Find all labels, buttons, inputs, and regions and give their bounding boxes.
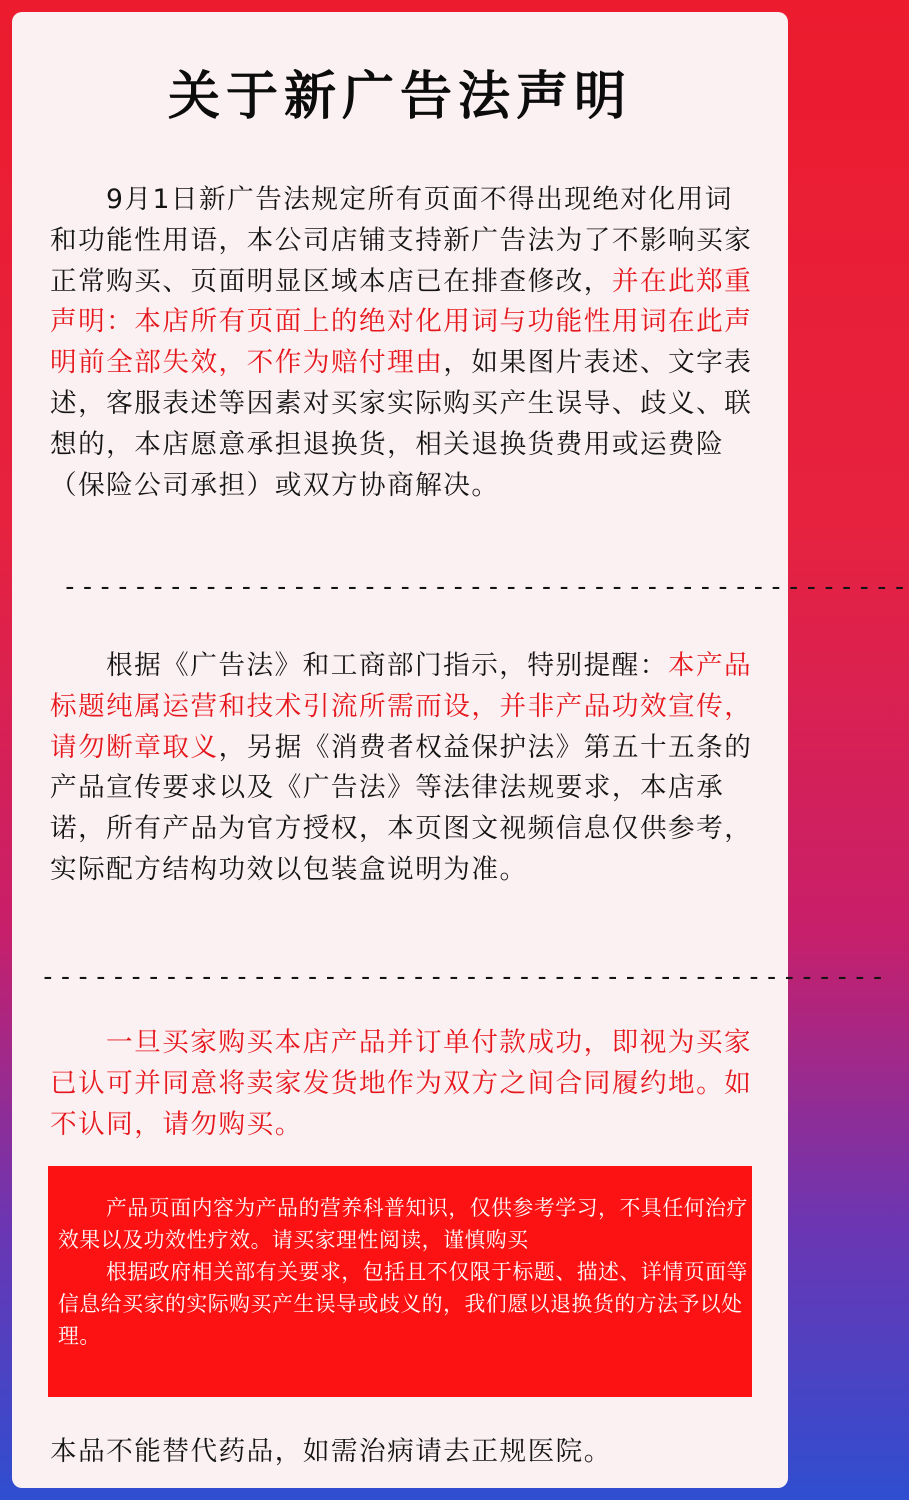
notice-line-2: 根据政府相关部有关要求，包括且不仅限于标题、描述、详情页面等信息给买家的实际购买产生误导或歧义的，我们愿以退换货的方法予以处理。 <box>58 1260 748 1348</box>
p3-text: 一旦买家购买本店产品并订单付款成功，即视为买家已认可并同意将卖家发货地作为双方之间合同履约地。如不认同，请勿购买。 <box>50 1027 753 1140</box>
p1-text-highlight: 并在此郑重声明：本店所有页面上的绝对化用词与功能性用词在此声明前全部失效，不作为赔付理由 <box>50 265 753 379</box>
notice-box <box>48 1166 752 1397</box>
p1-text-normal-2: ，如果图片表述、文字表述，客服表述等因素对买家实际购买产生误导、歧义、联想的，本店愿意承担退换货，相关退换货费用或运费险（保险公司承担）或双方协商解决。 <box>50 347 753 501</box>
statement-paragraph-2 <box>50 646 756 891</box>
p2-text-normal: 根据《广告法》和工商部门指示，特别提醒： <box>106 650 668 681</box>
p2-text-highlight: 本产品标题纯属运营和技术引流所需而设，并非产品功效宣传，请勿断章取义 <box>50 650 753 763</box>
statement-card <box>12 12 909 1488</box>
statement-paragraph-1 <box>50 180 756 506</box>
dashed-divider-1: ------------------------------------------------ <box>62 572 909 602</box>
p1-text-normal: 9月1日新广告法规定所有页面不得出现绝对化用词和功能性用语，本公司店铺支持新广告法为了不影响买家正常购买、页面明显区域本店已在排查修改， <box>50 184 753 297</box>
dashed-divider-2: ------------------------------------------------ <box>40 962 888 992</box>
p2-text-normal-2: ，另据《消费者权益保护法》第五十五条的产品宣传要求以及《广告法》等法律法规要求，本店承诺，所有产品为官方授权，本页图文视频信息仅供参考，实际配方结构功效以包装盒说明为准。 <box>50 731 753 885</box>
footer-note: 本品不能替代药品，如需治病请去正规医院。 <box>50 1436 612 1467</box>
notice-box-text <box>58 1192 748 1352</box>
notice-line-1: 产品页面内容为产品的营养科普知识，仅供参考学习，不具任何治疗效果以及功效性疗效。请买家理性阅读，谨慎购买 <box>58 1196 748 1252</box>
page-title: 关于新广告法声明 <box>167 67 632 127</box>
statement-paragraph-3 <box>50 1023 756 1145</box>
